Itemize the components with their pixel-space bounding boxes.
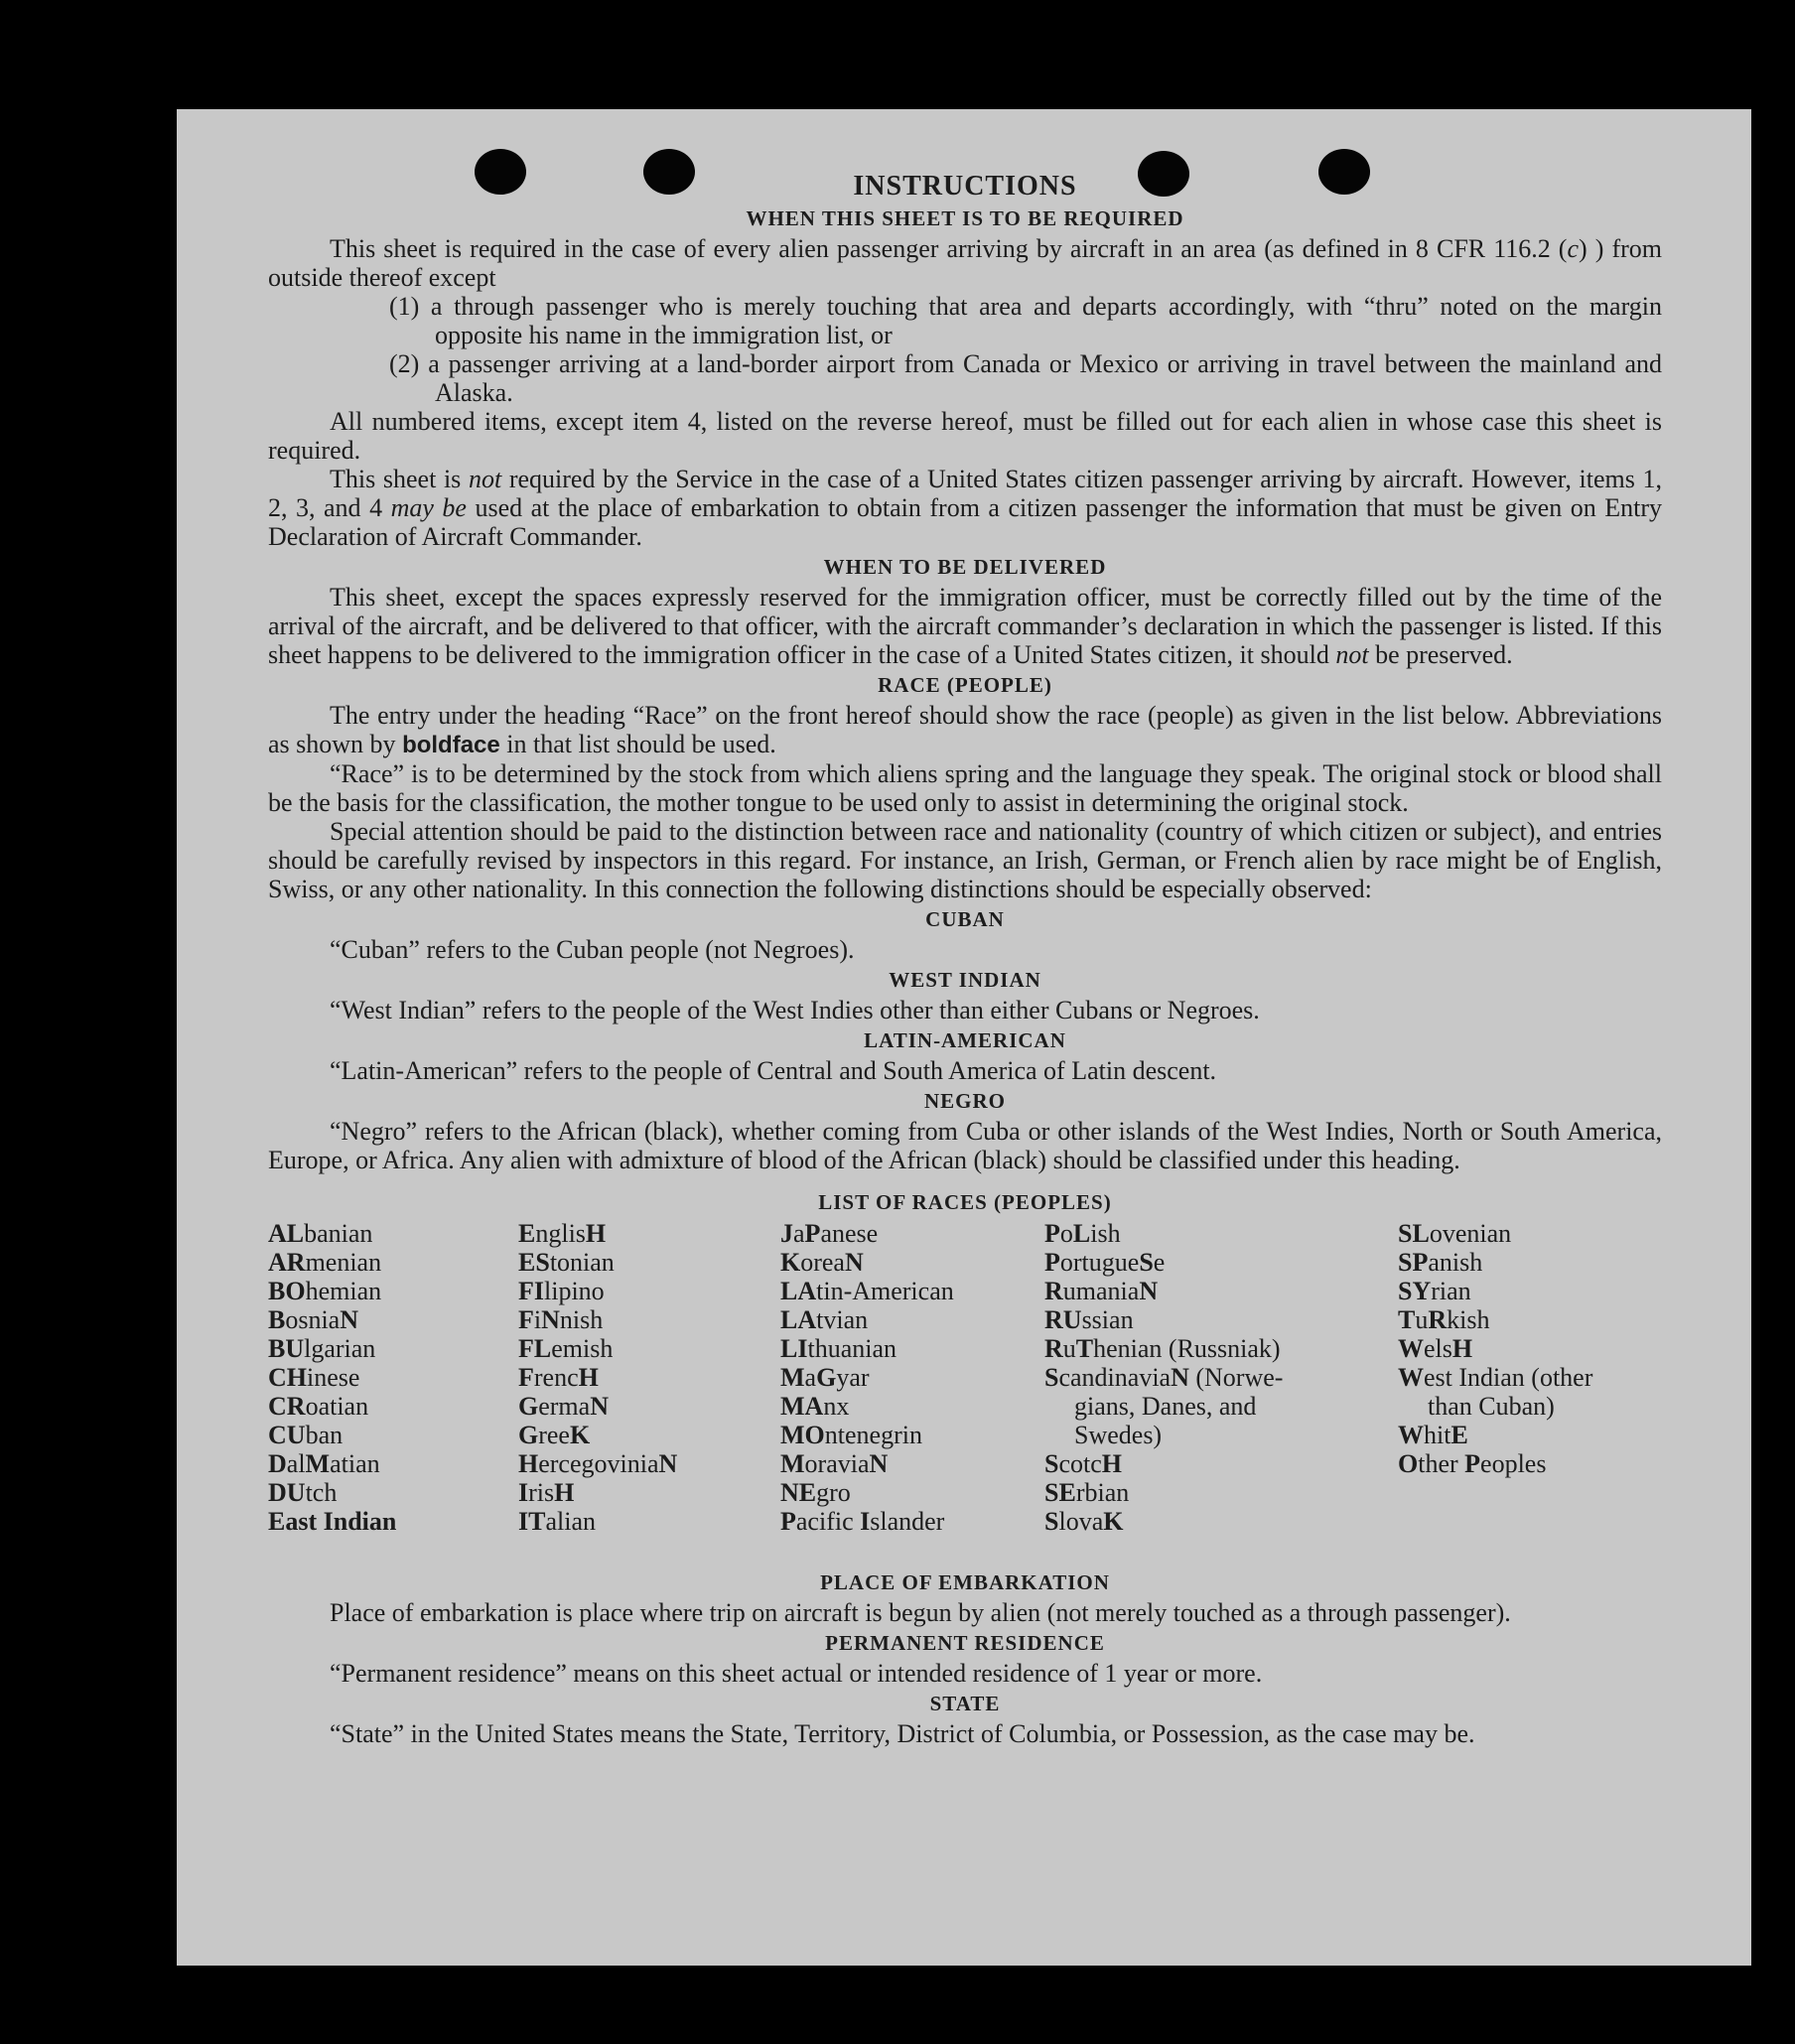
paragraph-residence: “Permanent residence” means on this sheet actual or intended residence of 1 year or more. bbox=[330, 1659, 1263, 1688]
paragraph-required: This sheet is required in the case of every alien passenger arriving by aircraft in an area (as defined in 8 CFR 116.2 (c) ) from outside thereof except bbox=[268, 234, 1662, 292]
race-entry: FIlipino bbox=[518, 1277, 605, 1305]
race-entry: East Indian bbox=[268, 1507, 397, 1536]
heading-when-required: WHEN THIS SHEET IS TO BE REQUIRED bbox=[746, 206, 1184, 230]
heading-state: STATE bbox=[929, 1692, 1001, 1715]
race-entry: JaPanese bbox=[780, 1219, 879, 1248]
race-entry: ScandinaviaN (Norwe- bbox=[1044, 1363, 1284, 1392]
race-entry: FiNnish bbox=[518, 1305, 604, 1334]
races-column-5 bbox=[1398, 1219, 1592, 1478]
heading-west-indian: WEST INDIAN bbox=[889, 968, 1041, 992]
exception-item-2: (2) a passenger arriving at a land-border airport from Canada or Mexico or arriving in travel between the mainland and Alaska. bbox=[389, 349, 1662, 407]
races-column-4 bbox=[1044, 1219, 1283, 1536]
race-entry: RUssian bbox=[1044, 1305, 1134, 1334]
paragraph-delivered: This sheet, except the spaces expressly reserved for the immigration officer, must be correctly filled out by the time of the arrival of the aircraft, and be delivered to that officer, with the aircraft commander’s declaration in which the passenger is listed. If this sheet happens to be delivered to the immigration officer in the case of a United States citizen, it should not be preserved. bbox=[268, 583, 1662, 669]
race-entry: HercegoviniaN bbox=[518, 1449, 678, 1478]
race-entry: gians, Danes, and bbox=[1074, 1392, 1257, 1421]
race-entry: EnglisH bbox=[518, 1219, 607, 1248]
race-entry: RumaniaN bbox=[1044, 1277, 1159, 1305]
race-entry: BUlgarian bbox=[268, 1334, 376, 1363]
paragraph-state: “State” in the United States means the State, Territory, District of Columbia, or Possession, as the case may be. bbox=[330, 1719, 1475, 1748]
race-entry: MOntenegrin bbox=[780, 1421, 922, 1449]
race-entry: Swedes) bbox=[1074, 1421, 1163, 1449]
paragraph-race-nationality: Special attention should be paid to the distinction between race and nationality (country of which citizen or subject), and entries should be carefully revised by inspectors in this regard. For instance, an Irish, German, or French alien by race might be of English, Swiss, or any other nationality. In this connection the following distinctions should be especially observed: bbox=[268, 817, 1662, 903]
paragraph-numbered-items: All numbered items, except item 4, listed on the reverse hereof, must be filled out for each alien in whose case this sheet is required. bbox=[268, 407, 1662, 465]
race-entry: MoraviaN bbox=[780, 1449, 889, 1478]
paragraph-embarkation: Place of embarkation is place where trip on aircraft is begun by alien (not merely touched as a through passenger). bbox=[330, 1598, 1511, 1627]
heading-latin-american: LATIN-AMERICAN bbox=[864, 1028, 1066, 1052]
races-column-3 bbox=[780, 1219, 954, 1536]
race-entry: WelsH bbox=[1398, 1334, 1473, 1363]
race-entry: MaGyar bbox=[780, 1363, 870, 1392]
race-entry: ITalian bbox=[518, 1507, 596, 1536]
race-entry: FrencH bbox=[518, 1363, 599, 1392]
paragraph-latin-american: “Latin-American” refers to the people of Central and South America of Latin descent. bbox=[330, 1056, 1217, 1085]
paragraph-west-indian: “West Indian” refers to the people of the West Indies other than either Cubans or Negroes. bbox=[330, 996, 1260, 1024]
race-entry: PortugueSe bbox=[1044, 1248, 1166, 1277]
race-entry: SlovaK bbox=[1044, 1507, 1124, 1536]
race-entry: Other Peoples bbox=[1398, 1449, 1547, 1478]
race-entry: CUban bbox=[268, 1421, 344, 1449]
page-title: INSTRUCTIONS bbox=[853, 171, 1077, 202]
race-entry: than Cuban) bbox=[1428, 1392, 1555, 1421]
race-entry: KoreaN bbox=[780, 1248, 864, 1277]
race-entry: GermaN bbox=[518, 1392, 609, 1421]
race-entry: SPanish bbox=[1398, 1248, 1483, 1277]
exception-item-1: (1) a through passenger who is merely touching that area and departs accordingly, with “thru” noted on the margin opposite his name in the immigration list, or bbox=[389, 292, 1662, 349]
heading-list-of-races: LIST OF RACES (PEOPLES) bbox=[818, 1190, 1112, 1214]
heading-race: RACE (PEOPLE) bbox=[878, 673, 1052, 697]
races-column-2 bbox=[518, 1219, 677, 1536]
instructions-content bbox=[268, 171, 1662, 1748]
race-entry: LAtvian bbox=[780, 1305, 869, 1334]
race-entry: ARmenian bbox=[268, 1248, 382, 1277]
race-entry: IrisH bbox=[518, 1478, 575, 1507]
race-entry: ScotcH bbox=[1044, 1449, 1123, 1478]
document-sheet bbox=[177, 109, 1751, 1966]
race-entry: DalMatian bbox=[268, 1449, 380, 1478]
race-entry: MAnx bbox=[780, 1392, 850, 1421]
race-entry: NEgro bbox=[780, 1478, 851, 1507]
race-entry: ALbanian bbox=[268, 1219, 373, 1248]
heading-when-delivered: WHEN TO BE DELIVERED bbox=[823, 555, 1107, 579]
paragraph-cuban: “Cuban” refers to the Cuban people (not Negroes). bbox=[330, 935, 855, 964]
races-column-1 bbox=[268, 1219, 396, 1536]
race-entry: LIthuanian bbox=[780, 1334, 897, 1363]
race-entry: WhitE bbox=[1398, 1421, 1468, 1449]
race-entry: DUtch bbox=[268, 1478, 338, 1507]
race-entry: EStonian bbox=[518, 1248, 615, 1277]
race-entry: SYrian bbox=[1398, 1277, 1471, 1305]
race-entry: TuRkish bbox=[1398, 1305, 1490, 1334]
paragraph-race-definition: “Race” is to be determined by the stock from which aliens spring and the language they speak. The original stock or blood shall be the basis for the classification, the mother tongue to be used only to assist in determining the original stock. bbox=[268, 759, 1662, 817]
race-entry: BosniaN bbox=[268, 1305, 359, 1334]
heading-residence: PERMANENT RESIDENCE bbox=[825, 1631, 1105, 1655]
race-entry: GreeK bbox=[518, 1421, 591, 1449]
heading-embarkation: PLACE OF EMBARKATION bbox=[820, 1570, 1110, 1594]
race-entry: West Indian (other bbox=[1398, 1363, 1593, 1392]
race-entry: BOhemian bbox=[268, 1277, 382, 1305]
race-entry: Pacific Islander bbox=[780, 1507, 945, 1536]
heading-cuban: CUBAN bbox=[925, 907, 1005, 931]
paragraph-negro: “Negro” refers to the African (black), whether coming from Cuba or other islands of the West Indies, North or South America, Europe, or Africa. Any alien with admixture of blood of the African (black) should be classified under this heading. bbox=[268, 1117, 1662, 1174]
race-entry: CHinese bbox=[268, 1363, 360, 1392]
heading-negro: NEGRO bbox=[923, 1089, 1006, 1113]
race-entry: SErbian bbox=[1044, 1478, 1130, 1507]
race-entry: FLemish bbox=[518, 1334, 614, 1363]
races-list bbox=[268, 1219, 1662, 1567]
race-entry: LAtin-American bbox=[780, 1277, 954, 1305]
race-entry: SLovenian bbox=[1398, 1219, 1512, 1248]
race-entry: CRoatian bbox=[268, 1392, 369, 1421]
paragraph-citizen: This sheet is not required by the Service in the case of a United States citizen passenger arriving by aircraft. However, items 1, 2, 3, and 4 may be used at the place of embarkation to obtain from a citizen passenger the information that must be given on Entry Declaration of Aircraft Commander. bbox=[268, 465, 1662, 551]
race-entry: PoLish bbox=[1044, 1219, 1121, 1248]
race-entry: RuThenian (Russniak) bbox=[1044, 1334, 1281, 1363]
paragraph-race-entry: The entry under the heading “Race” on the front hereof should show the race (people) as given in the list below. Abbreviations as shown by boldface in that list should be used. bbox=[268, 701, 1662, 758]
